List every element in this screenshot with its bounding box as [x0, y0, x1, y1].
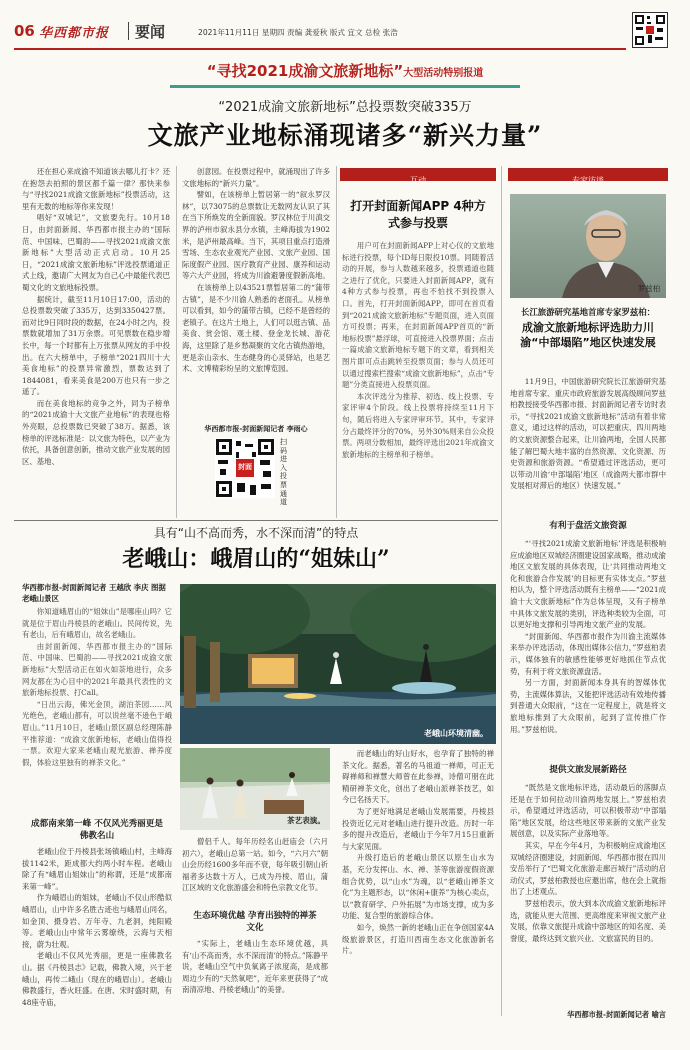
paragraph: 由封面新闻、华西都市报主办的“国际范、中国味、巴蜀韵——寻找2021成渝文旅新地标”大型活动正在如火如荼地进行，众多网友都在为心目中的2021年最具代表性的文旅新地标投票、打Call。	[22, 641, 172, 698]
paragraph: “既然是文旅地标评选，活动最后的落脚点还是在于如何拉动川渝两地发展上。”罗兹柏表示，希望通过评选活动，可以积极带动“中部塌陷”地区发展，给这些地区带来新的文旅产业发展创意，以及实际产业落地等。	[510, 783, 666, 839]
paragraph: 11月9日，中国旅游研究院长江旅游研究基地首席专家、重庆市政府旅游发展高级顾问罗兹柏教授接受华西都市报、封面新闻记者专访时表示，“寻找2021成渝文旅新地标”活动有着非常意义，通过这样的活动，可以把重庆、四川两地的文旅资源整合起来，让川渝两地，全国人民都能了解巴蜀大地丰富的自然资源、文化资源、历史资源和旅游资源。“希望通过评选活动，更可以带动川渝‘中部塌陷’地区（成渝两大都市群中发展相对滞后的地区）快速发展。”	[510, 377, 666, 491]
paragraph: 还在担心来成渝不知道该去哪儿打卡？还在抱怨去拍照的景区都千篇一律？那快来参与“寻找2021成渝文旅新地标”投票活动，这里有无数的地标等你来发现！	[22, 167, 170, 211]
column-rule	[176, 166, 177, 518]
issue-meta: 2021年11月11日 星期四 责编 龚爱秋 版式 宜文 总检 张浩	[198, 28, 398, 37]
banner-underline	[170, 85, 520, 88]
paragraph: 如今，焕然一新的老峨山正在争创国家4A级旅游景区，打造川西南生态文化旅游新名片。	[342, 922, 494, 956]
page-number: 06	[14, 22, 35, 40]
emei-intro	[22, 606, 172, 814]
interview-headline-main: 成渝文旅新地标评选助力川渝“中部塌陷”地区快速发展	[520, 321, 656, 349]
portrait-name: 罗兹柏	[637, 284, 660, 293]
emei-kicker: 具有“山不高而秀，水不深而清”的特点	[153, 526, 359, 540]
banner-subtitle: 大型活动特别报道	[403, 68, 484, 79]
activity-body	[342, 240, 494, 514]
interview-subhead-2: 提供文旅发展新路径	[549, 765, 627, 775]
emei-headline: 老峨山：峨眉山的“姐妹山”	[122, 546, 390, 572]
activity-tag-bar	[340, 168, 496, 185]
interview-sub2-body	[510, 782, 666, 1004]
emei-sub2-body	[182, 938, 328, 1042]
paragraph: 譬如，在该榜单上暂居第一的“叙永罗汉林”，以73075的总票数让无数网友认识了其在当下所焕发的全新面貌。罗汉林位于川滇交界的泸州市叙永县分水镇，主峰海拔为1902米，是泸州最高峰。当下，其项目重点打造滑雪场、生态农业观光产业园、文旅产业园、国际度假产业园、医疗教育产业园、康养和运动等六大产业园，将成为川渝避暑度假新高地。	[182, 190, 330, 281]
interview-tag: 专家访谈	[572, 176, 604, 185]
paragraph: 唱好“双城记”，文旅要先行。10月18日，由封面新闻、华西都市报主办的“国际范、中国味、巴蜀韵——寻找2021成渝文旅新地标”大型活动正式启动。10月25日，“2021成渝文旅新地标”评选投票通道正式上线，邀请广大网友为自己心中最能代表巴蜀文化的文旅地标投票。	[22, 213, 170, 292]
section-rule	[14, 520, 498, 521]
paragraph: 其实，早在今年4月，为积极响应成渝地区双城经济圈建设，封面新闻、华西都市报在四川安岳举行了“巴蜀文化旅游走廊百城行”活动的启动仪式，罗兹柏教授也应邀出席，他在会上就指出了上述观点。	[510, 840, 666, 897]
interview-sub1-body	[510, 538, 666, 760]
interview-intro	[510, 376, 666, 516]
activity-headline: 打开封面新闻APP 4种方式参与投票	[350, 199, 486, 230]
section-name: 要闻	[135, 23, 166, 41]
paragraph: “实际上，老峨山生态环境优越，具有‘山不高而秀，水不深而清’的特点。”陈静平说，老峨山空气中负氧离子浓度高，是成都周边少有的“天然氧吧”，近年来更获得了“成南清凉地、丹棱老峨山”的美誉。	[182, 939, 328, 995]
activity-tag: 互动	[410, 176, 426, 185]
lead-column-1	[22, 166, 170, 512]
photo-emei-scenery	[180, 584, 496, 744]
paragraph: 在该榜单上以43521票暂居第二的“蒲带古镇”，是不少川渝人熟悉的老面孔。从榜单可以看到，如今的蒲带古镇，已经不是曾经的老镇子。在这片土地上，人们可以逛古镇、品美食、赏会馆、观土楼、登金龙长城、游花海，这里除了是乡愁凝聚的文化古镇热游地，更是亲山亲水、生态健身的心灵驿站，也是艺术、文博精彩纷呈的文旅博览园。	[182, 282, 330, 374]
interview-tag-bar	[508, 168, 668, 185]
paragraph: 另一方面，封面新闻本身具有的智媒体优势，主流媒体算法，又能把评选活动有效地传播到普通大众眼前，“这在一定程度上，就是将文旅地标推到了大众眼前，起到了宣传推广作用。”罗兹柏说。	[510, 678, 666, 734]
paragraph: 你知道峨眉山的“姐妹山”是哪座山吗？它就是位于眉山丹棱县的老峨山。民间传说，先有老山，后有峨眉山，故名老峨山。	[22, 607, 172, 640]
column-rule	[336, 166, 337, 518]
column-rule	[501, 166, 502, 1016]
paragraph: 老峨山位于丹棱县张场镇峨山村，主峰海拔1142米，距成都大约两小时车程。老峨山除了有“峨眉山姐妹山”的称谓，还是“成都南来第一峰”。	[22, 847, 172, 891]
qr-caption: 扫码进入投票通道	[280, 438, 287, 507]
paragraph: 罗兹柏表示，放大到本次成渝文旅新地标评选，就能从更大范围、更高维度来审视文旅产业发展，依靠文旅提升成渝中部地区的知名度、美誉度，最终达到文旅兴业、文旅富民的目的。	[510, 898, 666, 943]
lead-byline: 华西都市报-封面新闻记者 李雨心	[204, 425, 308, 433]
header-qr-code	[632, 12, 668, 48]
paragraph: 本次评选分为推荐、初选、线上投票、专家评审4个阶段。线上投票将持续至11月下旬，随后将进入专家评审环节。其中，专家评分占最终评分的70%，另外30%则来自公众投票。两项分数相加，最终评选出2021年成渝文旅新地标的主榜单和子榜单。	[342, 391, 494, 459]
photo-tea-performance	[180, 748, 330, 830]
paragraph: 据统计，截至11月10日17:00，活动的总投票数突破了335万，达到3350427票。而对比9日同时段的数据，在24小时之内，投票数就增加了31万余票。可见票数在稳步增长中，每一个时都有上万张票从网友的手中投出。在六大榜单中，子榜单“2021四川十大美食地标”的投票异常激烈，票数达到了1844081，看来美食是200万也只有一步之遥了。	[22, 294, 170, 397]
page-header	[0, 0, 690, 60]
paragraph: 僧侣千人。每年历经名山赶庙会（六月初六），老峨山总第一站。如今，“六月六”朝山会历经1600多年而不衰，每年吸引朝山祈福者多达数十万人，已成为丹棱、眉山，蒲江区域的文化旅游盛会和特色宗教文化节。	[182, 837, 328, 893]
paragraph: “‘寻找2021成渝文旅新地标’评选是积极响应成渝地区双城经济圈建设国家战略，推动成渝地区文旅发展的具体表现，让‘共同推动两地文化和旅游合作发展’的目标更有实体支点。”罗兹柏认为，整个评选活动既有主榜单——“2021成渝十大文旅新地标”作为总体呈现，又有子榜单中具体文旅发展的类别，评选种类较为全面，可以更好地支撑和引导两地文旅产业的发展。	[510, 539, 666, 630]
banner-title: “寻找2021成渝文旅新地标”	[206, 62, 404, 80]
paragraph: 老峨山不仅风光秀丽，更是一座佛教名山。据《丹棱县志》记载，佛教入境，兴于老峨山，再传二峨山（现在的峨眉山）。老峨山佛教盛行，香火旺盛。在唐、宋时盛时期，有48座寺庙，	[22, 951, 172, 1007]
paragraph: 为了更好地满足老峨山发展需要，丹棱县投资近亿元对老峨山进行提升改造。历时一年多的提升改造后，老峨山于今年7月15日重新与大家见面。	[342, 806, 494, 851]
emei-subhead-1: 成都南来第一峰 不仅风光秀丽更是佛教名山	[31, 819, 163, 841]
interview-byline: 华西都市报-封面新闻记者 喻言	[567, 1010, 666, 1019]
special-report-banner	[120, 60, 570, 84]
emei-sub1-body	[22, 846, 172, 1040]
header-rule	[14, 48, 626, 50]
paragraph: 用户可在封面新闻APP上对心仪的文旅地标进行投票，每个ID每日限投10票。同随着活动的开展，参与人数越来越多，投票通道也随之进行了优化，只要进入封面新闻APP，就有4种方式参与投票，再也不怕找不到投票入口。首先，打开封面新闻APP，即可在首页看到“2021成渝文旅新地标”专题页面，进入页面方可投票；再来，在封面新闻APP首页的“新地标投票”悬浮球，可直接进入投票界面；点击一篇成渝文旅新地标专题下的文章，看到相关图片即可点击跳转至投票页面；参与人员还可以通过搜索栏搜索“成渝文旅新地标”，点击“专题”分类直接进入投票页面。	[342, 241, 494, 390]
paragraph: 创意园。在投票过程中，就涌现出了许多文旅地标的“新兴力量”。	[182, 167, 330, 188]
paragraph: “封面新闻、华西都市报作为川渝主流媒体来举办评选活动，体现出媒体公信力，”罗兹柏表示，媒体独有的敏感性能够更好地抓住节点优势，有利于将文旅资源盘活。	[510, 631, 666, 676]
photo1-caption: 老峨山环境清幽。	[424, 728, 488, 738]
lead-column-2	[182, 166, 330, 416]
vote-qr-code[interactable]	[215, 438, 275, 498]
emei-column-2-top	[182, 836, 328, 906]
paragraph: 作为峨眉山的姐妹，老峨山不仅山形酷似峨眉山，山中许多名胜古迹也与峨眉山同名，如金顶、摄身岩、万年寺、九老洞，纯阳殿等。老峨山山中常年云雾缭绕，云海与天相接，蔚为壮观。	[22, 893, 172, 949]
paragraph: 而在美食地标的竞争之外，同为子榜单的“2021成渝十大文旅产业地标”的表现也格外亮眼，总投票数已突破了38万。据悉，该榜单的评选标准是：以文旅为特色，以产业为依托，具备创意创新，推动文旅产业发展的园区、基地、	[22, 398, 170, 466]
emei-subhead-2: 生态环境优越 孕育出独特的禅茶文化	[193, 911, 317, 933]
paragraph: “日出云海，佛光金顶，湖泊茶园……风光绝色，老峨山都有，可以说丝毫不逊色于峨眉山。”11月10日，老峨山景区副总经理陈静平推荐道：“成渝文旅新地标，老峨山值得投一票。欢迎大家来老峨山观光旅游、禅养度假，体验这里独有的禅茶文化。”	[22, 699, 172, 767]
paragraph: 而老峨山的好山好水，也孕育了独特的禅茶文化。据悉，著名的马祖道一禅师，可正无碍禅师和禅慧大师曾在此参禅，诗僧可朋在此精研禅茶文化，创出了老峨山派禅茶技艺，如今已名扬天下。	[342, 749, 494, 805]
paper-logo: 华西都市报	[39, 26, 110, 41]
paragraph: 升级打造后的老峨山景区以原生山水为基，充分发挥山、水、禅、茶等旅游度假资源组合优势，以“山水”为魂，以“老峨山禅茶文化”为主题形态，以“休闲+康养”为核心卖点，以“教育研学、户外拓展”为市场支撑，成为多功能、复合型的旅游综合体。	[342, 853, 494, 921]
photo2-caption: 茶艺表演。	[287, 816, 325, 825]
lead-kicker: “2021成渝文旅新地标”总投票数突破335万	[218, 100, 472, 115]
interview-subhead-1: 有利于盘活文旅资源	[549, 521, 627, 531]
emei-column-3	[342, 748, 494, 1040]
expert-portrait	[510, 194, 666, 298]
emei-byline: 华西都市报-封面新闻记者 王越欣 李庆 图据老峨山景区	[22, 583, 166, 603]
interview-headline-sub: 长江旅游研究基地首席专家罗兹柏：	[521, 307, 655, 317]
lead-headline: 文旅产业地标涌现诸多“新兴力量”	[147, 121, 543, 150]
qr-logo-label: 封面	[238, 462, 252, 471]
section-divider	[128, 22, 129, 40]
